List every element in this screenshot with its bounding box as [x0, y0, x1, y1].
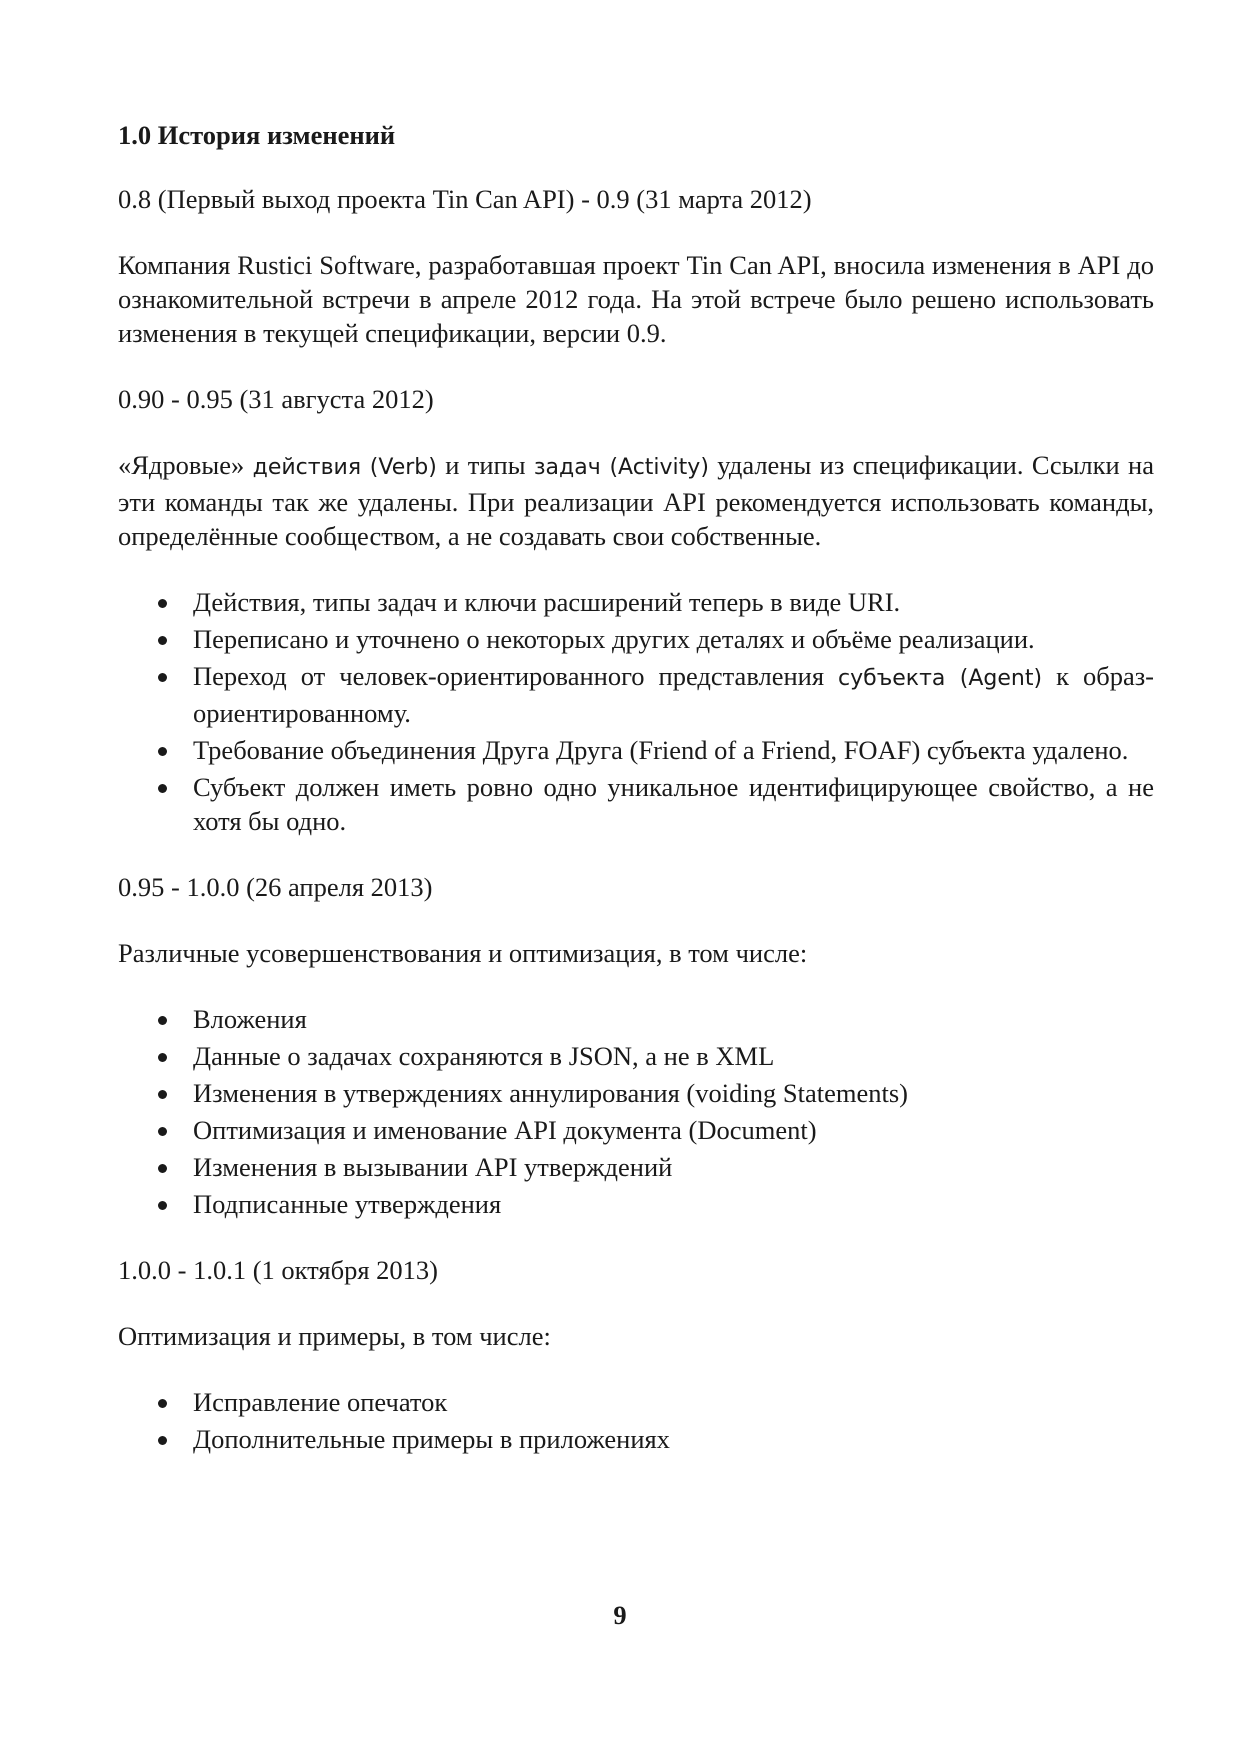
bullet-icon: [158, 1399, 167, 1408]
list-item-text: Действия, типы задач и ключи расширений теперь в виде URI.: [193, 587, 901, 617]
list-item-text: Подписанные утверждения: [193, 1189, 502, 1219]
bullet-list: [118, 1002, 1154, 1221]
text-run-sans: субъекта (Agent): [838, 666, 1043, 691]
version-line: 0.8 (Первый выход проекта Tin Can API) - 0.9 (31 марта 2012): [118, 184, 812, 214]
list-item-text: Требование объединения Друга Друга (Friend of a Friend, FOAF) субъекта удалено.: [193, 735, 1129, 765]
text-run: «Ядровые»: [118, 450, 253, 480]
bullet-list: [118, 1385, 1154, 1456]
bullet-icon: [158, 1201, 167, 1210]
bullet-icon: [158, 747, 167, 756]
list-item: [118, 622, 1154, 656]
list-item-text: Изменения в утверждениях аннулирования (voiding Statements): [193, 1078, 908, 1108]
text-run-sans: действия (Verb): [252, 455, 437, 480]
section-heading: 1.0 История изменений: [118, 120, 396, 150]
list-item: [118, 733, 1154, 767]
bullet-icon: [158, 636, 167, 645]
bullet-icon: [158, 673, 167, 682]
bullet-icon: [158, 784, 167, 793]
list-item-text: Данные о задачах сохраняются в JSON, а не в XML: [193, 1041, 775, 1071]
bullet-icon: [158, 599, 167, 608]
version-line: 0.90 - 0.95 (31 августа 2012): [118, 384, 434, 414]
list-item-text: Вложения: [193, 1004, 307, 1034]
list-item: [118, 1039, 1154, 1073]
text-run-sans: задач (Activity): [533, 455, 709, 480]
list-item: [118, 585, 1154, 619]
page-number: 9: [613, 1600, 627, 1630]
list-item: [118, 1113, 1154, 1147]
bullet-list: [118, 585, 1154, 838]
bullet-icon: [158, 1090, 167, 1099]
text-run: к образ-ориентированному.: [193, 661, 1155, 728]
bullet-icon: [158, 1053, 167, 1062]
list-item: [118, 659, 1154, 730]
paragraph: Различные усовершенствования и оптимизация, в том числе:: [118, 938, 808, 968]
paragraph: [118, 448, 1154, 553]
list-item: [118, 1422, 1154, 1456]
bullet-icon: [158, 1436, 167, 1445]
bullet-icon: [158, 1127, 167, 1136]
paragraph: Оптимизация и примеры, в том числе:: [118, 1321, 551, 1351]
document-page: [118, 118, 1154, 1488]
list-item: [118, 1150, 1154, 1184]
text-run: удалены из спецификации. Ссылки на эти команды так же удалены. При реализации API рекомендуется использовать команды, определённые сообществом, а не создавать свои собственные.: [118, 450, 1154, 551]
list-item-text: Оптимизация и именование API документа (Document): [193, 1115, 817, 1145]
bullet-icon: [158, 1164, 167, 1173]
list-item-text: Изменения в вызывании API утверждений: [193, 1152, 673, 1182]
list-item-text: Субъект должен иметь ровно одно уникальное идентифицирующее свойство, а не хотя бы одно.: [193, 772, 1154, 836]
list-item: [118, 1187, 1154, 1221]
list-item: [118, 770, 1154, 838]
bullet-icon: [158, 1016, 167, 1025]
version-line: 0.95 - 1.0.0 (26 апреля 2013): [118, 872, 433, 902]
list-item: [118, 1002, 1154, 1036]
list-item-text: Переписано и уточнено о некоторых других деталях и объёме реализации.: [193, 624, 1035, 654]
paragraph: Компания Rustici Software, разработавшая проект Tin Can API, вносила изменения в API до ознакомительной встречи в апреле 2012 года. На этой встрече было решено использовать изменения в текущей спецификации, версии 0.9.: [118, 250, 1154, 348]
list-item-text: Исправление опечаток: [193, 1387, 448, 1417]
version-line: 1.0.0 - 1.0.1 (1 октября 2013): [118, 1255, 438, 1285]
list-item: [118, 1385, 1154, 1419]
text-run: и типы: [436, 450, 534, 480]
list-item: [118, 1076, 1154, 1110]
text-run: Переход от человек-ориентированного представления: [193, 661, 839, 691]
list-item-text: Дополнительные примеры в приложениях: [193, 1424, 670, 1454]
